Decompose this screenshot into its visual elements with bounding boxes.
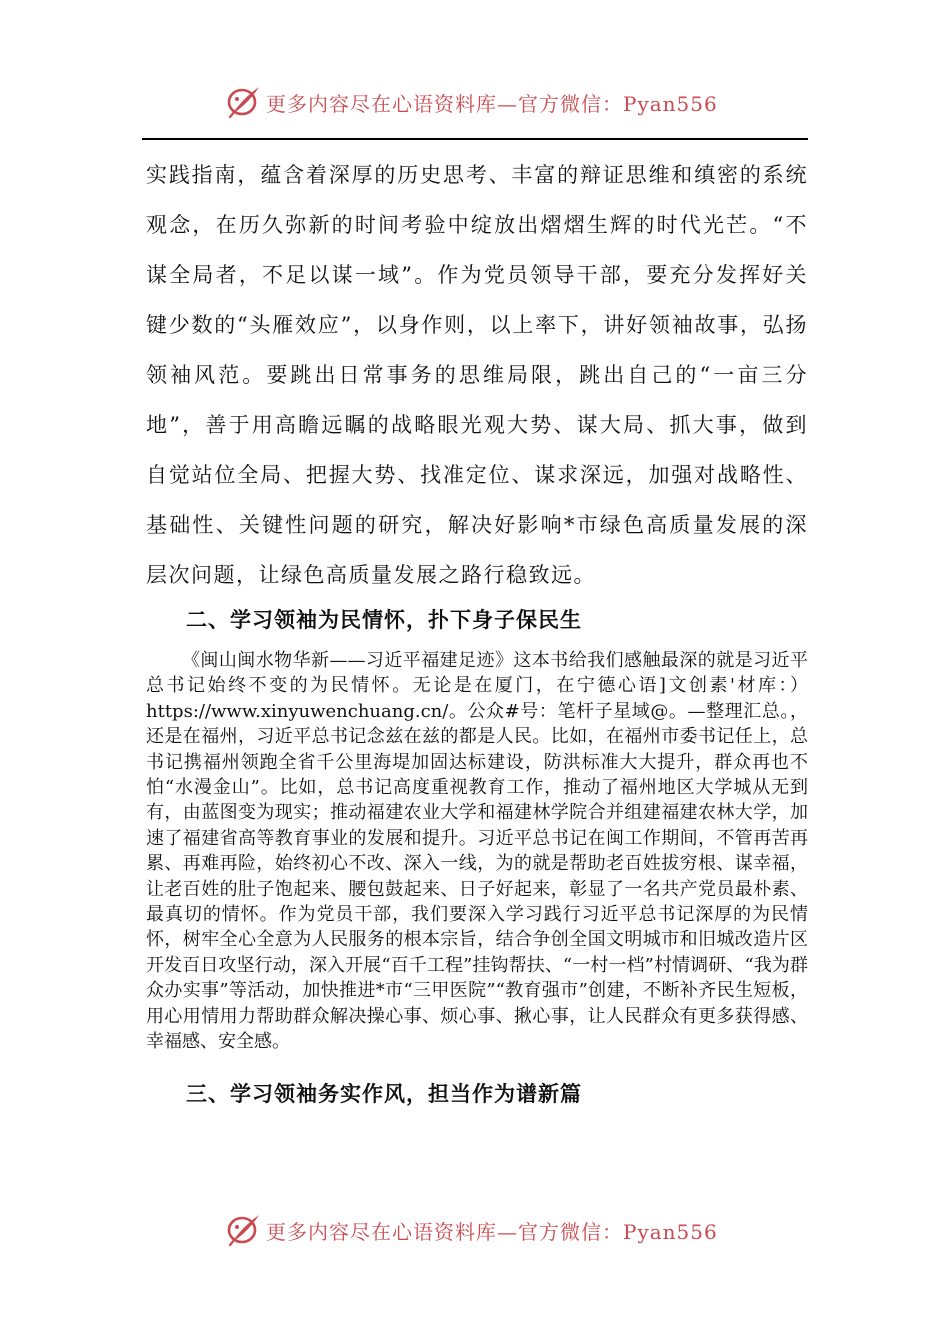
header-divider	[142, 138, 808, 140]
footer-banner	[226, 1210, 746, 1250]
paragraph-1-text: 实践指南，蕴含着深厚的历史思考、丰富的辩证思维和缜密的系统观念，在历久弥新的时间考验中绽放出熠熠生辉的时代光芒。“不谋全局者，不足以谋一域”。作为党员领导干部，要充分发挥好关键少数的“头雁效应”，以身作则，以上率下，讲好领袖故事，弘扬领袖风范。要跳出日常事务的思维局限，跳出自己的“一亩三分地”，善于用高瞻远瞩的战略眼光观大势、谋大局、抓大事，做到自觉站位全局、把握大势、找准定位、谋求深远，加强对战略性、基础性、关键性问题的研究，解决好影响*市绿色高质量发展的深层次问题，让绿色高质量发展之路行稳致远。	[146, 163, 808, 587]
paragraph-section-2	[146, 648, 808, 1055]
section-heading-2: 二、学习领袖为民情怀，扑下身子保民生	[186, 608, 582, 632]
footer-banner-text: 更多内容尽在心语资料库—官方微信：Pyan556	[266, 1219, 718, 1244]
quill-logo-icon	[226, 84, 262, 120]
quill-logo-icon	[226, 1212, 262, 1248]
section-heading-3: 三、学习领袖务实作风，担当作为谱新篇	[186, 1082, 582, 1106]
paragraph-continued	[146, 150, 808, 600]
paragraph-2-text: 《闽山闽水物华新——习近平福建足迹》这本书给我们感触最深的就是习近平总书记始终不变的为民情怀。无论是在厦门，在宁德心语]文创素'材库：）https://www.xinyuwenchuang.cn/。公众#号：笔杆子星域@。—整理汇总。，还是在福州，习近平总书记念兹在兹的都是人民。比如，在福州市委书记任上，总书记携福州领跑全省千公里海堤加固达标建设，防洪标准大大提升，群众再也不怕“水漫金山”。比如，总书记高度重视教育工作，推动了福州地区大学城从无到有，由蓝图变为现实；推动福建农业大学和福建林学院合并组建福建农林大学，加速了福建省高等教育事业的发展和提升。习近平总书记在闽工作期间，不管再苦再累、再难再险，始终初心不改、深入一线，为的就是帮助老百姓拔穷根、谋幸福，让老百姓的肚子饱起来、腰包鼓起来、日子好起来，彰显了一名共产党员最朴素、最真切的情怀。作为党员干部，我们要深入学习践行习近平总书记深厚的为民情怀，树牢全心全意为人民服务的根本宗旨，结合争创全国文明城市和旧城改造片区开发百日攻坚行动，深入开展“百千工程”挂钩帮扶、“一村一档”村情调研、“我为群众办实事”等活动，加快推进*市“三甲医院”“教育强市”创建，不断补齐民生短板，用心用情用力帮助群众解决操心事、烦心事、揪心事，让人民群众有更多获得感、幸福感、安全感。	[146, 650, 808, 1053]
header-banner-text: 更多内容尽在心语资料库—官方微信：Pyan556	[266, 91, 718, 116]
header-banner	[226, 82, 746, 122]
